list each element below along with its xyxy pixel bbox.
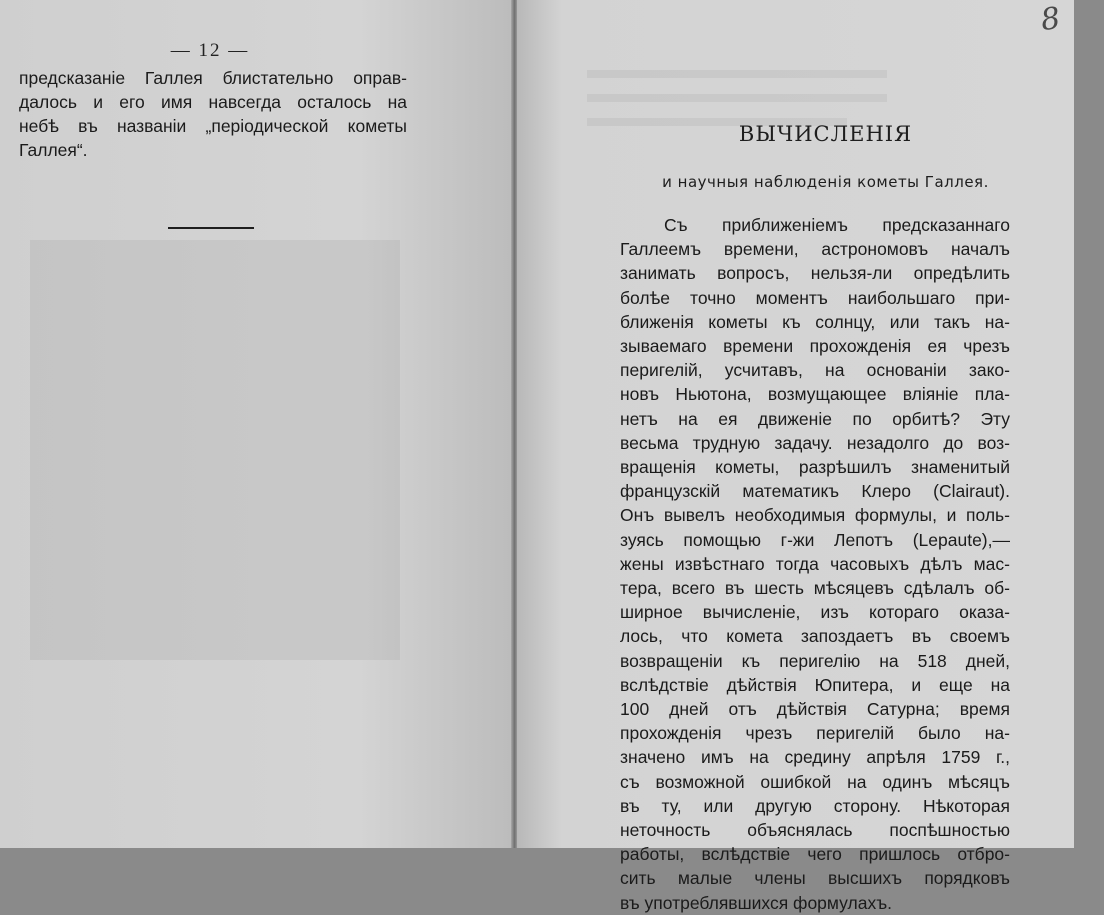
section-divider — [168, 227, 254, 229]
bleed-through-line — [587, 70, 887, 78]
text-line: перигелій, усчитавъ, на основаніи зако- — [620, 360, 1010, 381]
body-paragraph — [620, 213, 1010, 915]
right-page — [517, 0, 1074, 913]
text-line: предсказаніе Галлея блистательно оправ- — [19, 68, 407, 88]
text-line: съ возможной ошибкой на одинъ мѣсяцъ — [620, 771, 1010, 792]
text-line: вслѣдствіе дѣйствія Юпитера, и еще на — [620, 674, 1010, 695]
left-page-text — [19, 66, 407, 162]
text-line: небѣ въ названіи „періодической кометы — [19, 116, 407, 136]
text-line: Онъ вывелъ необходимыя формулы, и поль- — [620, 505, 1010, 526]
text-line: вращенія кометы, разрѣшилъ знаменитый — [620, 457, 1010, 478]
text-line: возвращеніи къ перигелію на 518 дней, — [620, 650, 1010, 671]
text-line: Галлеемъ времени, астрономовъ началъ — [620, 239, 1010, 260]
text-line: ширное вычисленіе, изъ котораго оказа- — [620, 602, 1010, 623]
bleed-through-line — [587, 94, 887, 102]
text-line: въ употреблявшихся формулахъ. — [620, 892, 893, 913]
text-line: тера, всего въ шесть мѣсяцевъ сдѣлалъ об- — [620, 578, 1010, 599]
text-line: Съ приближеніемъ предсказаннаго — [664, 215, 1010, 235]
text-line: лось, что комета запоздаетъ въ своемъ — [620, 626, 1010, 647]
text-line: сить малые члены высшихъ порядковъ — [620, 868, 1010, 889]
text-line: прохожденія чрезъ перигелій было на- — [620, 723, 1010, 744]
text-line: нетъ на ея движеніе по орбитѣ? Эту — [620, 408, 1010, 429]
text-line: работы, вслѣдствіе чего пришлось отбро- — [620, 844, 1010, 865]
text-line: французскій математикъ Клеро (Clairaut). — [620, 481, 1010, 502]
text-line: значено имъ на средину апрѣля 1759 г., — [620, 747, 1010, 768]
left-page — [0, 0, 512, 848]
text-line: въ ту, или другую сторону. Нѣкоторая — [620, 795, 1010, 816]
text-line: болѣе точно моментъ наибольшаго при- — [620, 287, 1010, 308]
text-line: занимать вопросъ, нельзя-ли опредѣлить — [620, 263, 1010, 284]
page-number: — 12 — — [170, 40, 250, 61]
text-line: зываемаго времени прохожденія ея чрезъ — [620, 336, 1010, 357]
chapter-heading: ВЫЧИСЛЕНІЯ — [738, 122, 913, 146]
text-line: далось и его имя навсегда осталось на — [19, 92, 407, 112]
bleed-through-shadow — [30, 240, 400, 660]
text-line: новъ Ньютона, возмущающее вліяніе пла- — [620, 384, 1010, 405]
text-line: неточность объяснялась поспѣшностью — [620, 820, 1010, 841]
text-line: Галлея“. — [19, 140, 88, 160]
handwritten-page-number: 8 — [1038, 0, 1063, 39]
chapter-subheading: и научныя наблюденія кометы Галлея. — [662, 173, 989, 191]
text-line: жены извѣстнаго тогда часовыхъ дѣлъ мас- — [620, 553, 1010, 574]
text-line: ближенія кометы къ солнцу, или такъ на- — [620, 311, 1010, 332]
text-line: 100 дней отъ дѣйствія Сатурна; время — [620, 699, 1010, 720]
text-line: зуясь помощью г-жи Лепотъ (Lepaute),— — [620, 529, 1010, 550]
text-line: весьма трудную задачу. незадолго до воз- — [620, 432, 1010, 453]
